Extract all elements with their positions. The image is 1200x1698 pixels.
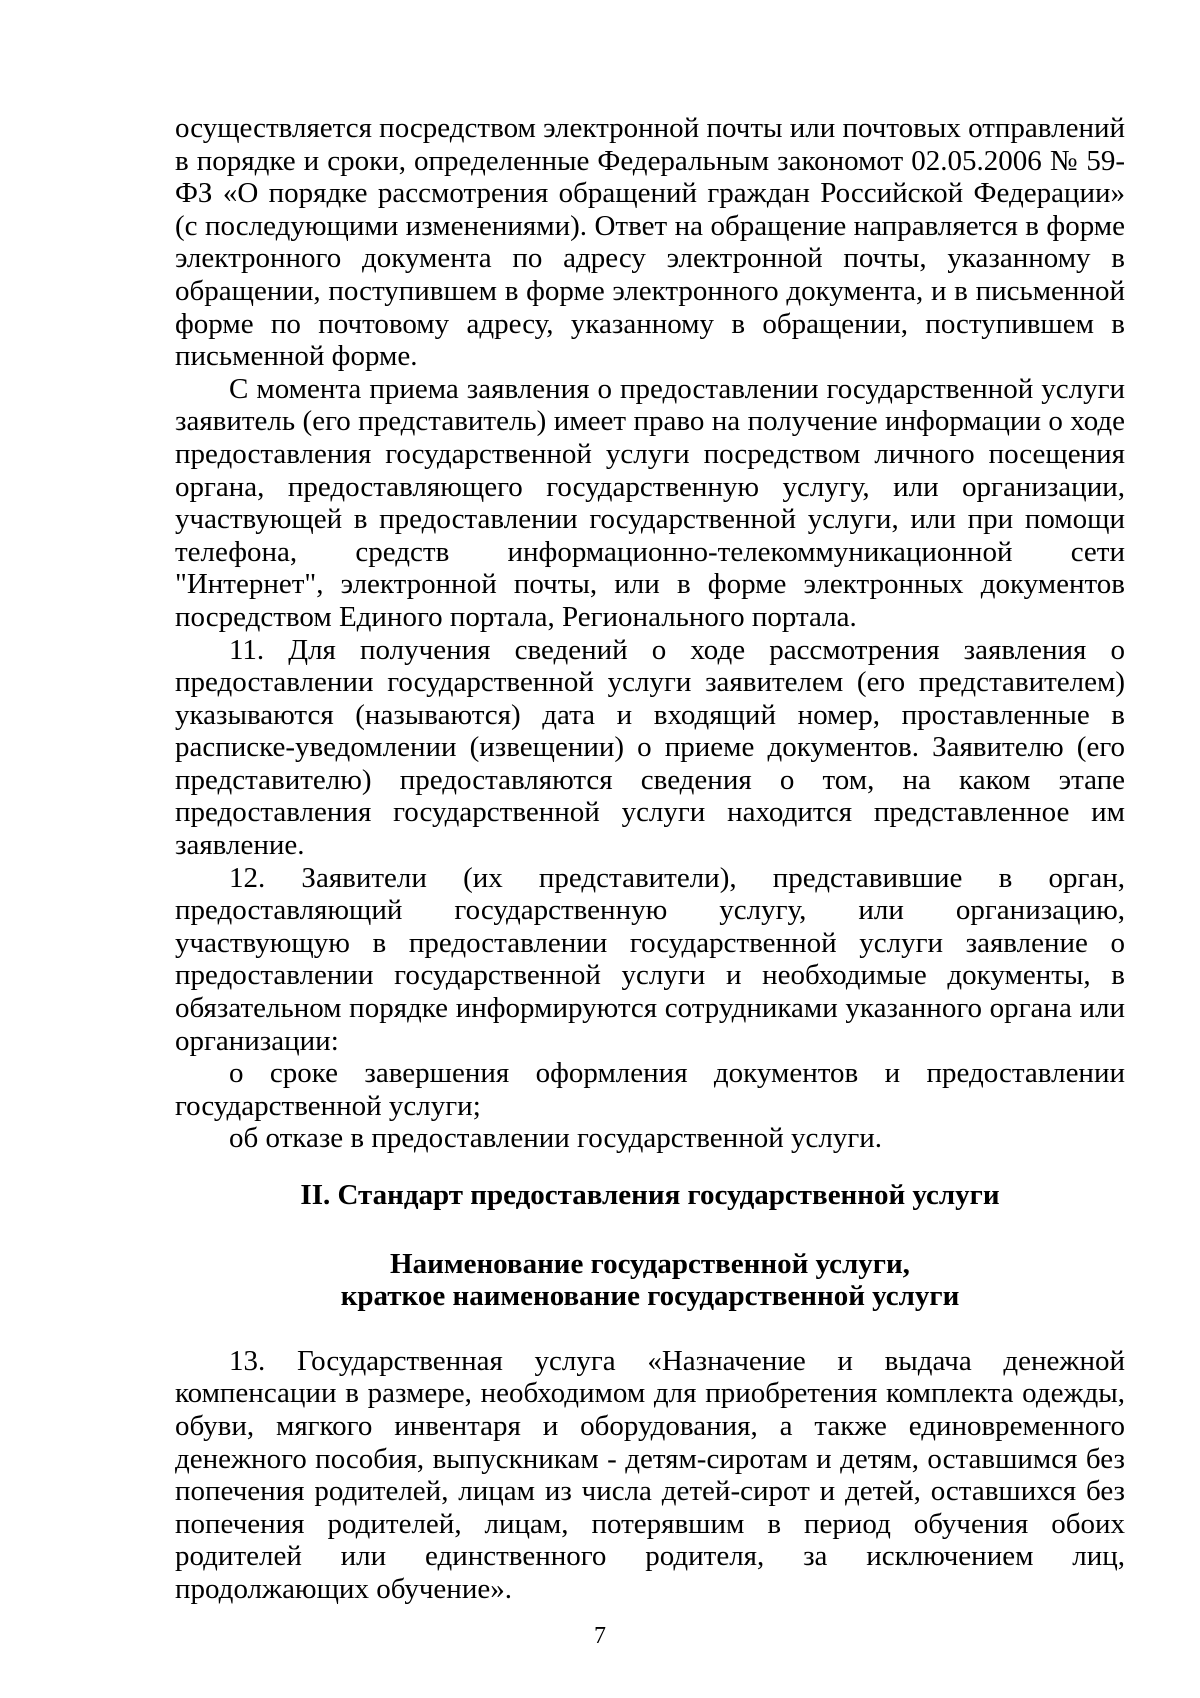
section-heading: II. Стандарт предоставления государственной услуги	[300, 1179, 1000, 1211]
subsection-heading	[175, 1248, 1125, 1313]
subsection-heading-line-1: Наименование государственной услуги,	[390, 1247, 910, 1280]
list-item-refusal: об отказе в предоставлении государственной услуги.	[229, 1122, 882, 1155]
paragraph-12: 12. Заявители (их представители), представившие в орган, предоставляющий государственную услугу, или организацию, участвующую в предоставлении государственной услуги заявление о предоставлении государственной услуги и необходимые документы, в обязательном порядке информируются сотрудниками указанного органа или организации:	[175, 861, 1125, 1057]
paragraph-appeal-response: осуществляется посредством электронной почты или почтовых отправлений в порядке и сроки, определенные Федеральным закономот 02.05.2006 № 59-ФЗ «О порядке рассмотрения обращений граждан Российской Федерации» (с последующими изменениями). Ответ на обращение направляется в форме электронного документа по адресу электронной почты, указанному в обращении, поступившем в форме электронного документа, и в письменной форме по почтовому адресу, указанному в обращении, поступившем в письменной форме.	[175, 112, 1125, 373]
paragraph-information-rights: С момента приема заявления о предоставлении государственной услуги заявитель (его представитель) имеет право на получение информации о ходе предоставления государственной услуги посредством личного посещения органа, предоставляющего государственную услугу, или организации, участвующей в предоставлении государственной услуги, или при помощи телефона, средств информационно-телекоммуникационной сети "Интернет", электронной почты, или в форме электронных документов посредством Единого портала, Регионального портала.	[175, 372, 1125, 633]
page-number: 7	[594, 1623, 606, 1649]
subsection-heading-line-2: краткое наименование государственной услуги	[340, 1280, 960, 1313]
paragraph-11: 11. Для получения сведений о ходе рассмотрения заявления о предоставлении государственной услуги заявителем (его представителем) указываются (называются) дата и входящий номер, проставленные в расписке-уведомлении (извещении) о приеме документов. Заявителю (его представителю) предоставляются сведения о том, на каком этапе предоставления государственной услуги находится представленное им заявление.	[175, 633, 1125, 862]
document-body	[175, 112, 1125, 1606]
list-item-completion-term: о сроке завершения оформления документов и предоставлении государственной услуги;	[175, 1057, 1125, 1122]
paragraph-13: 13. Государственная услуга «Назначение и выдача денежной компенсации в размере, необходимом для приобретения комплекта одежды, обуви, мягкого инвентаря и оборудования, а также единовременного денежного пособия, выпускникам - детям-сиротам и детям, оставшимся без попечения родителей, лицам из числа детей-сирот и детей, оставшихся без попечения родителей, лицам, потерявшим в период обучения обоих родителей или единственного родителя, за исключением лиц, продолжающих обучение».	[175, 1344, 1125, 1605]
